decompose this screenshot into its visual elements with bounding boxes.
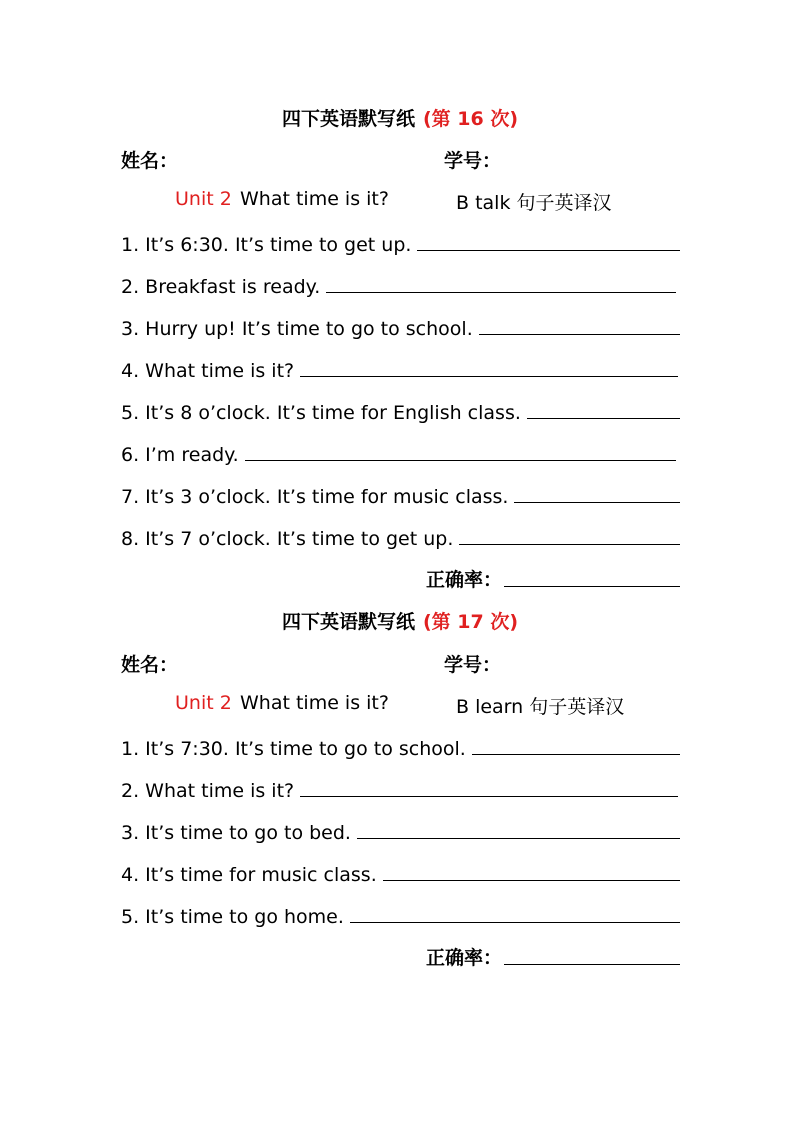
sentence-text: 5. It’s time to go home. xyxy=(121,906,344,928)
list-item xyxy=(121,438,676,466)
list-item xyxy=(121,396,680,424)
name-label: 姓名： xyxy=(121,150,179,172)
name-label: 姓名： xyxy=(121,654,179,676)
student-id-label: 学号： xyxy=(444,654,502,676)
answer-blank[interactable] xyxy=(479,333,680,335)
list-item xyxy=(121,480,680,508)
answer-blank[interactable] xyxy=(245,459,676,461)
unit-title: What time is it? xyxy=(240,692,389,714)
answer-blank[interactable] xyxy=(350,921,680,923)
sheet-round: (第 17 次) xyxy=(422,611,519,633)
sentence-text: 2. Breakfast is ready. xyxy=(121,276,321,298)
sentence-text: 3. It’s time to go to bed. xyxy=(121,822,351,844)
accuracy-blank[interactable] xyxy=(504,963,680,965)
accuracy-blank[interactable] xyxy=(504,585,680,587)
accuracy-label: 正确率： xyxy=(426,947,503,969)
answer-blank[interactable] xyxy=(357,837,680,839)
sentence-text: 2. What time is it? xyxy=(121,780,295,802)
sheet-title xyxy=(0,607,800,634)
sentence-text: 5. It’s 8 o’clock. It’s time for English class. xyxy=(121,402,521,424)
answer-blank[interactable] xyxy=(527,417,680,419)
student-id-label: 学号： xyxy=(444,150,502,172)
sentence-text: 3. Hurry up! It’s time to go to school. xyxy=(121,318,473,340)
list-item xyxy=(121,270,676,298)
list-item xyxy=(121,858,680,886)
answer-blank[interactable] xyxy=(514,501,680,503)
answer-blank[interactable] xyxy=(383,879,680,881)
list-item xyxy=(121,312,680,340)
unit-part: B talk 句子英译汉 xyxy=(456,192,612,214)
answer-blank[interactable] xyxy=(459,543,680,545)
sentence-text: 4. What time is it? xyxy=(121,360,295,382)
sentence-text: 1. It’s 6:30. It’s time to get up. xyxy=(121,234,412,256)
sheet-round: (第 16 次) xyxy=(422,108,519,130)
sentence-text: 4. It’s time for music class. xyxy=(121,864,377,886)
list-item xyxy=(121,354,678,382)
sheet-title xyxy=(0,104,800,131)
answer-blank[interactable] xyxy=(300,375,678,377)
list-item xyxy=(121,228,680,256)
answer-blank[interactable] xyxy=(326,291,676,293)
unit-number: Unit 2 xyxy=(175,692,232,714)
list-item xyxy=(121,774,678,802)
unit-number: Unit 2 xyxy=(175,188,232,210)
sheet-title-text: 四下英语默写纸 xyxy=(281,611,415,633)
sentence-text: 6. I’m ready. xyxy=(121,444,239,466)
accuracy-label: 正确率： xyxy=(426,569,503,591)
unit-part: B learn 句子英译汉 xyxy=(456,696,625,718)
list-item xyxy=(121,816,680,844)
answer-blank[interactable] xyxy=(417,249,680,251)
answer-blank[interactable] xyxy=(300,795,678,797)
answer-blank[interactable] xyxy=(472,753,680,755)
accuracy-row xyxy=(426,942,680,970)
sheet-title-text: 四下英语默写纸 xyxy=(281,108,415,130)
list-item xyxy=(121,900,680,928)
sentence-text: 7. It’s 3 o’clock. It’s time for music class. xyxy=(121,486,509,508)
list-item xyxy=(121,732,680,760)
sentence-text: 8. It’s 7 o’clock. It’s time to get up. xyxy=(121,528,454,550)
list-item xyxy=(121,522,680,550)
accuracy-row xyxy=(426,564,680,592)
sentence-text: 1. It’s 7:30. It’s time to go to school. xyxy=(121,738,466,760)
unit-title: What time is it? xyxy=(240,188,389,210)
